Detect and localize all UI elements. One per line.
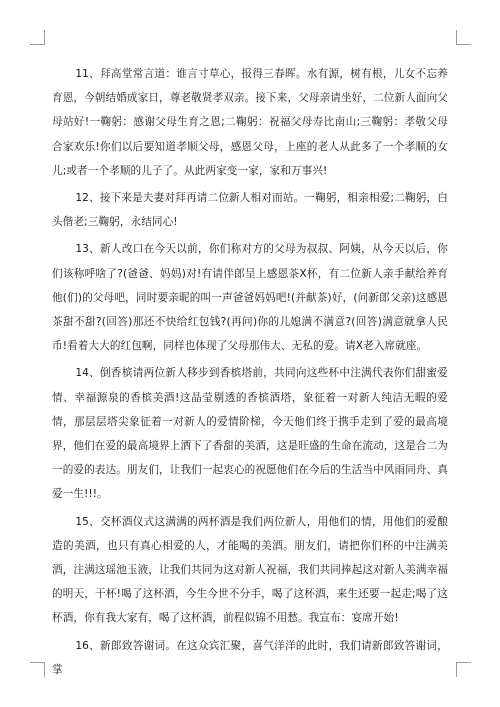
paragraph-16: 16、新郎致答谢词。在这众宾汇聚，喜气洋洋的此时，我们请新郎致答谢词，掌: [52, 639, 448, 676]
paragraph-15: 15、交杯酒仪式这满满的两杯酒是我们两位新人，用他们的情，用他们的爱酿造的美酒，也只有真心相爱的人，才能喝的美酒。朋友们，请把你们杯的中注满美酒，注满这瑶池玉液，让我们共同为这对新人祝福，我们共同捧起这对新人美满幸福的明天，干杯!喝了这杯酒，今生今世不分手，喝了这杯酒，来生还要一起走;喝了这杯酒，你有我大家有，喝了这杯酒，前程似锦不用愁。我宣布：宴席开始!: [52, 515, 448, 625]
paragraph-11: 11、拜高堂常言道：谁言寸草心，报得三春晖。水有源，树有根，儿女不忘养育恩，今朝结婚成家日，尊老敬贤孝双亲。接下来，父母亲请坐好，二位新人面向父母站好!一鞠躬：感谢父母生育之恩;二鞠躬：祝福父母寿比南山;三鞠躬：孝敬父母合家欢乐!你们以后要知道孝顺父母，感恩父母，上座的老人从此多了一个孝顺的女儿;或者一个孝顺的儿子了。从此两家变一家，家和万事兴!: [52, 68, 448, 177]
document-body: [52, 62, 448, 685]
crop-mark-bottom-right: [456, 662, 471, 677]
crop-mark-top-left: [30, 30, 45, 45]
paragraph-13: 13、新人改口在今天以前，你们称对方的父母为叔叔、阿姨，从今天以后，你们该称呼啥了?(爸爸、妈妈)对!有请伴郎呈上感恩茶X杯，有二位新人亲手献给养育他(们)的父母吧，同时要亲昵的叫一声爸爸妈妈吧!(并献茶)好，(问新郎父亲)这感恩茶甜不甜?(回答)那还不快给红包钱?(再问)你的儿媳满不满意?(回答)满意就拿人民币!看着大大的红包啊，同样也体现了父母那伟大、无私的爱。请X老入席就座。: [52, 243, 448, 353]
crop-mark-top-right: [456, 30, 471, 45]
crop-mark-bottom-left: [30, 662, 45, 677]
paragraph-12: 12、接下来是夫妻对拜再请二位新人相对而站。一鞠躬，相亲相爱;二鞠躬，白头偕老;三鞠躬，永结同心!: [52, 192, 448, 229]
paragraph-14: 14、倒香槟请两位新人移步到香槟塔前，共同向这些杯中注满代表你们甜蜜爱情、幸福源泉的香槟美酒!这晶莹剔透的香槟酒塔，象征着一对新人纯洁无暇的爱情，那层层塔尖象征着一对新人的爱情阶梯，今天他们终于携手走到了爱的最高境界，他们在爱的最高境界上洒下了香甜的美酒，这是旺盛的生命在流动，这是合二为一的爱的表达。朋友们，让我们一起衷心的祝愿他们在今后的生活当中风雨同舟、真爱一生!!!。: [52, 367, 448, 501]
